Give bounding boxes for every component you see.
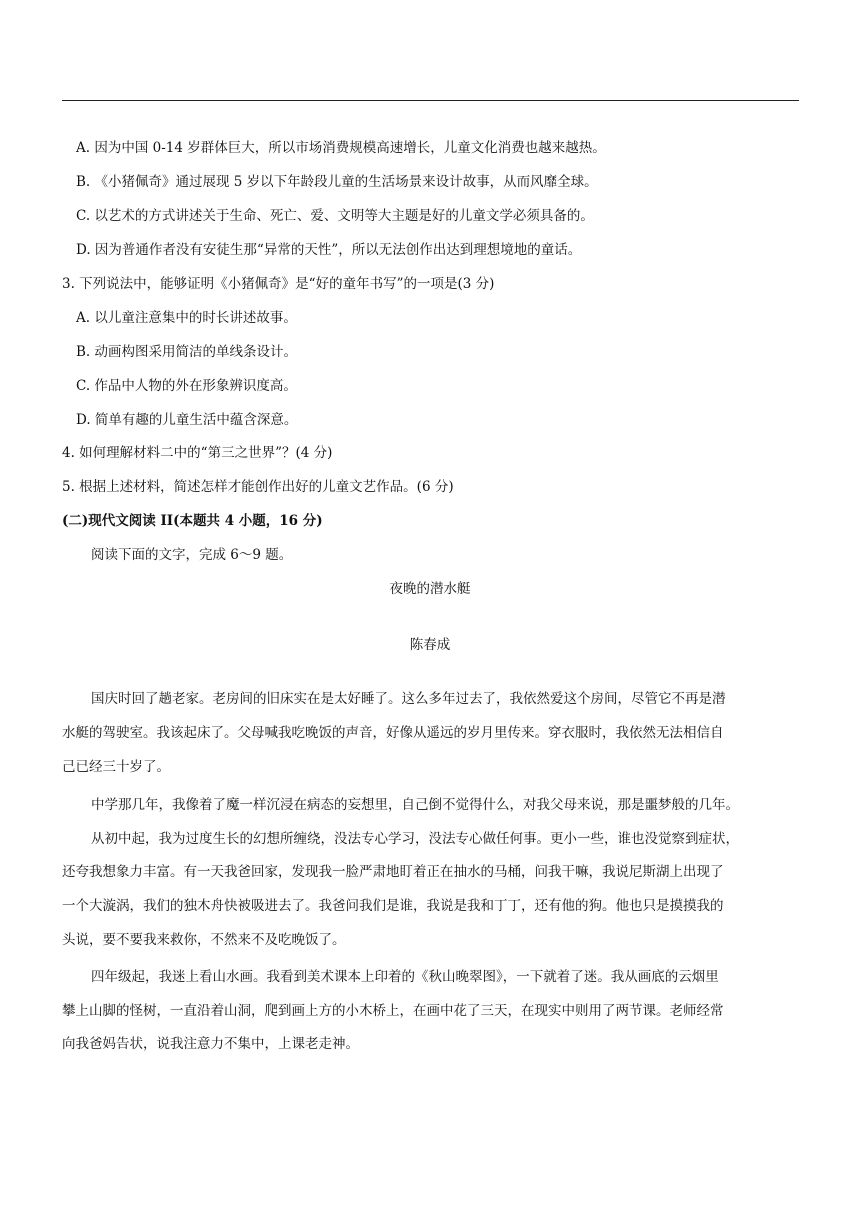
q2-option-d: D. 因为普通作者没有安徒生那“异常的天性”，所以无法创作出达到理想境地的童话。	[76, 242, 582, 258]
paragraph-3-line-4: 头说，要不要我来救你，不然来不及吃晚饭了。	[62, 932, 346, 948]
q3-option-a: A. 以儿童注意集中的时长讲述故事。	[76, 310, 297, 326]
question-5: 5. 根据上述材料，简述怎样才能创作出好的儿童文艺作品。(6 分)	[62, 479, 454, 495]
q2-option-a: A. 因为中国 0-14 岁群体巨大，所以市场消费规模高速增长，儿童文化消费也越来越热。	[76, 140, 606, 156]
q3-option-d: D. 简单有趣的儿童生活中蕴含深意。	[76, 412, 298, 428]
paragraph-3-line-2: 还夸我想象力丰富。有一天我爸回家，发现我一脸严肃地盯着正在抽水的马桶，问我干嘛，我说尼斯湖上出现了	[62, 864, 724, 880]
q2-option-b: B. 《小猪佩奇》通过展现 5 岁以下年龄段儿童的生活场景来设计故事，从而风靡全球。	[76, 174, 598, 190]
q3-option-b: B. 动画构图采用简洁的单线条设计。	[76, 344, 298, 360]
paragraph-1-line-3: 己已经三十岁了。	[62, 759, 170, 775]
paragraph-3-line-3: 一个大漩涡，我们的独木舟快被吸进去了。我爸问我们是谁，我说是我和丁丁，还有他的狗。他也只是摸摸我的	[62, 898, 724, 914]
q2-option-c: C. 以艺术的方式讲述关于生命、死亡、爱、文明等大主题是好的儿童文学必须具备的。	[76, 208, 594, 224]
q3-stem: 3. 下列说法中，能够证明《小猪佩奇》是“好的童年书写”的一项是(3 分)	[62, 276, 495, 292]
article-author: 陈春成	[409, 637, 451, 653]
paragraph-4-line-1: 四年级起，我迷上看山水画。我看到美术课本上印着的《秋山晚翠图》，一下就着了迷。我从画底的云烟里	[91, 969, 719, 985]
paragraph-2-line-1: 中学那几年，我像着了魔一样沉浸在病态的妄想里，自己倒不觉得什么，对我父母来说，那是噩梦般的几年。	[91, 797, 739, 813]
q3-option-c: C. 作品中人物的外在形象辨识度高。	[76, 378, 297, 394]
paragraph-4-line-3: 向我爸妈告状，说我注意力不集中，上课老走神。	[62, 1036, 359, 1052]
instruction: 阅读下面的文字，完成 6～9 题。	[91, 547, 293, 563]
paragraph-1-line-2: 水艇的驾驶室。我该起床了。父母喊我吃晚饭的声音，好像从遥远的岁月里传来。穿衣服时，我依然无法相信自	[62, 725, 724, 741]
paragraph-3-line-1: 从初中起，我为过度生长的幻想所缠绕，没法专心学习，没法专心做任何事。更小一些，谁也没觉察到症状，	[91, 831, 739, 847]
article-title: 夜晚的潜水艇	[389, 581, 471, 597]
question-4: 4. 如何理解材料二中的“第三之世界”？(4 分)	[62, 445, 333, 461]
header-rule	[62, 100, 799, 101]
paragraph-4-line-2: 攀上山脚的怪树，一直沿着山洞，爬到画上方的小木桥上，在画中花了三天，在现实中则用了两节课。老师经常	[62, 1003, 724, 1019]
paragraph-1-line-1: 国庆时回了趟老家。老房间的旧床实在是太好睡了。这么多年过去了，我依然爱这个房间，尽管它不再是潜	[91, 691, 726, 707]
section-title: (二)现代文阅读 II(本题共 4 小题，16 分)	[62, 513, 323, 529]
